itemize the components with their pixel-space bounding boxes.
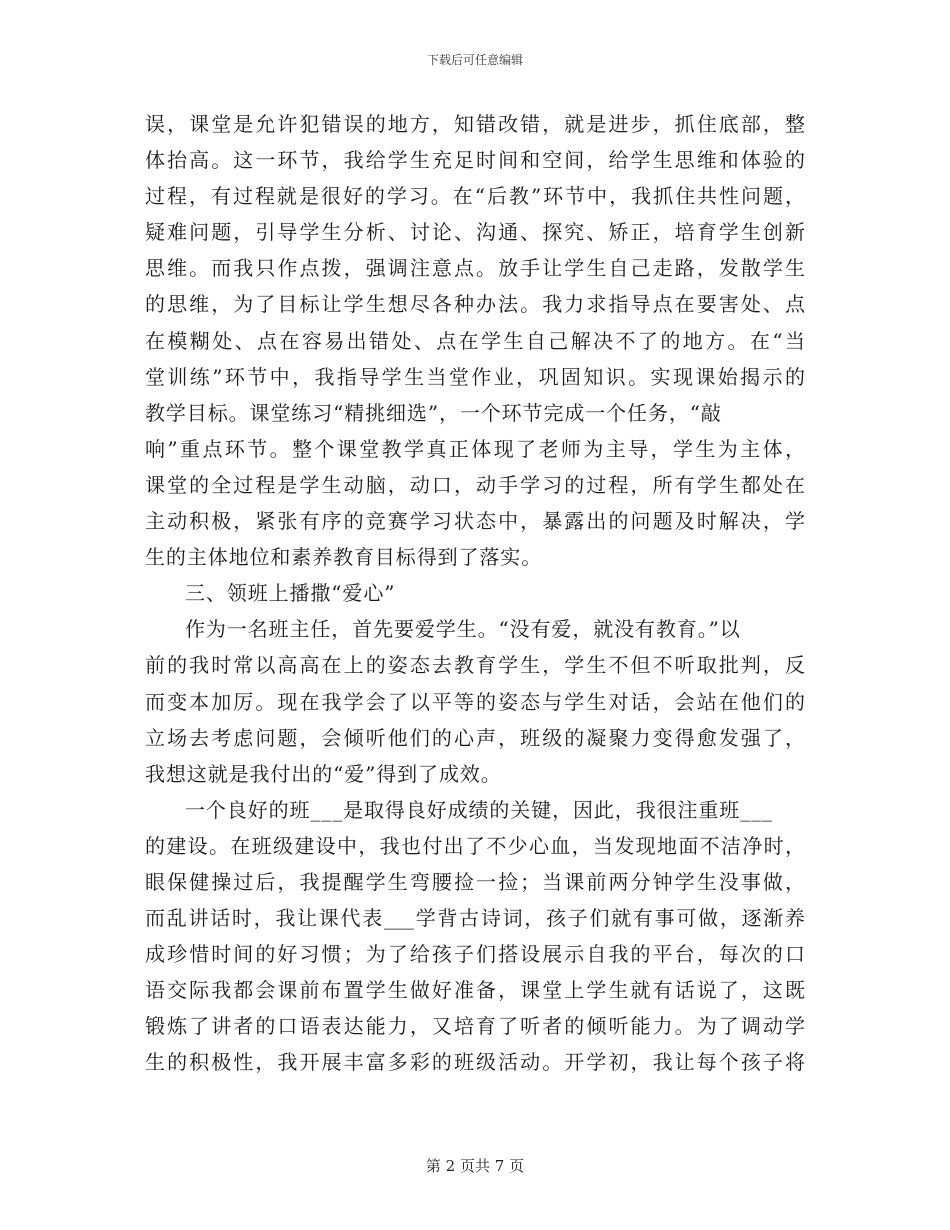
- text-line: 而乱讲话时，我让课代表___学背古诗词，孩子们就有事可做，逐渐养: [145, 906, 805, 931]
- text-line: 堂训练”环节中，我指导学生当堂作业，巩固知识。实现课始揭示的: [145, 364, 805, 389]
- text-line: 主动积极，紧张有序的竞赛学习状态中，暴露出的问题及时解决，学: [145, 509, 805, 534]
- text-line: 作为一名班主任，首先要爱学生。“没有爱，就没有教育。”以: [185, 617, 741, 642]
- text-line: 我想这就是我付出的“爱”得到了成效。: [145, 761, 502, 786]
- text-line: 思维。而我只作点拨，强调注意点。放手让学生自己走路，发散学生: [145, 256, 805, 281]
- text-line: 误，课堂是允许犯错误的地方，知错改错，就是进步，抓住底部，整: [145, 112, 805, 136]
- text-line: 生的积极性，我开展丰富多彩的班级活动。开学初，我让每个孩子将: [145, 1050, 805, 1075]
- text-line: 立场去考虑问题，会倾听他们的心声，班级的凝聚力变得愈发强了，: [145, 725, 805, 750]
- text-line: 响”重点环节。整个课堂教学真正体现了老师为主导，学生为主体，: [145, 436, 805, 461]
- page-header: 下载后可任意编辑: [426, 53, 523, 67]
- text-line: 课堂的全过程是学生动脑，动口，动手学习的过程，所有学生都处在: [145, 472, 805, 497]
- text-line: 成珍惜时间的好习惯；为了给孩子们搭设展示自我的平台，每次的口: [145, 942, 805, 967]
- text-line: 前的我时常以高高在上的姿态去教育学生，学生不但不听取批判，反: [145, 653, 805, 678]
- section-heading: 三、领班上播撒“爱心”: [185, 581, 396, 606]
- text-line: 疑难问题，引导学生分析、讨论、沟通、探究、矫正，培育学生创新: [145, 220, 805, 245]
- text-line: 过程，有过程就是很好的学习。在“后教”环节中，我抓住共性问题，: [145, 184, 805, 209]
- text-line: 眼保健操过后，我提醒学生弯腰捡一捡；当课前两分钟学生没事做，: [145, 869, 805, 894]
- text-line: 体抬高。这一环节，我给学生充足时间和空间，给学生思维和体验的: [145, 148, 805, 173]
- text-line: 教学目标。课堂练习“精挑细选”，一个环节完成一个任务，“敲: [145, 400, 722, 425]
- text-line: 语交际我都会课前布置学生做好准备，课堂上学生就有话说了，这既: [145, 978, 805, 1003]
- page-number: 第 2 页共 7 页: [425, 1157, 525, 1175]
- text-line: 生的主体地位和素养教育目标得到了落实。: [145, 545, 543, 570]
- text-line: 在模糊处、点在容易出错处、点在学生自己解决不了的地方。在“当: [145, 328, 805, 353]
- text-line: 锻炼了讲者的口语表达能力，又培育了听者的倾听能力。为了调动学: [145, 1014, 805, 1039]
- text-line: 的思维，为了目标让学生想尽各种办法。我力求指导点在要害处、点: [145, 292, 805, 317]
- text-line: 而变本加厉。现在我学会了以平等的姿态与学生对话，会站在他们的: [145, 689, 805, 714]
- text-line: 一个良好的班___是取得良好成绩的关键，因此，我很注重班___: [185, 797, 773, 822]
- document-body: [145, 106, 805, 1081]
- text-line: 的建设。在班级建设中，我也付出了不少心血，当发现地面不洁净时，: [145, 833, 805, 858]
